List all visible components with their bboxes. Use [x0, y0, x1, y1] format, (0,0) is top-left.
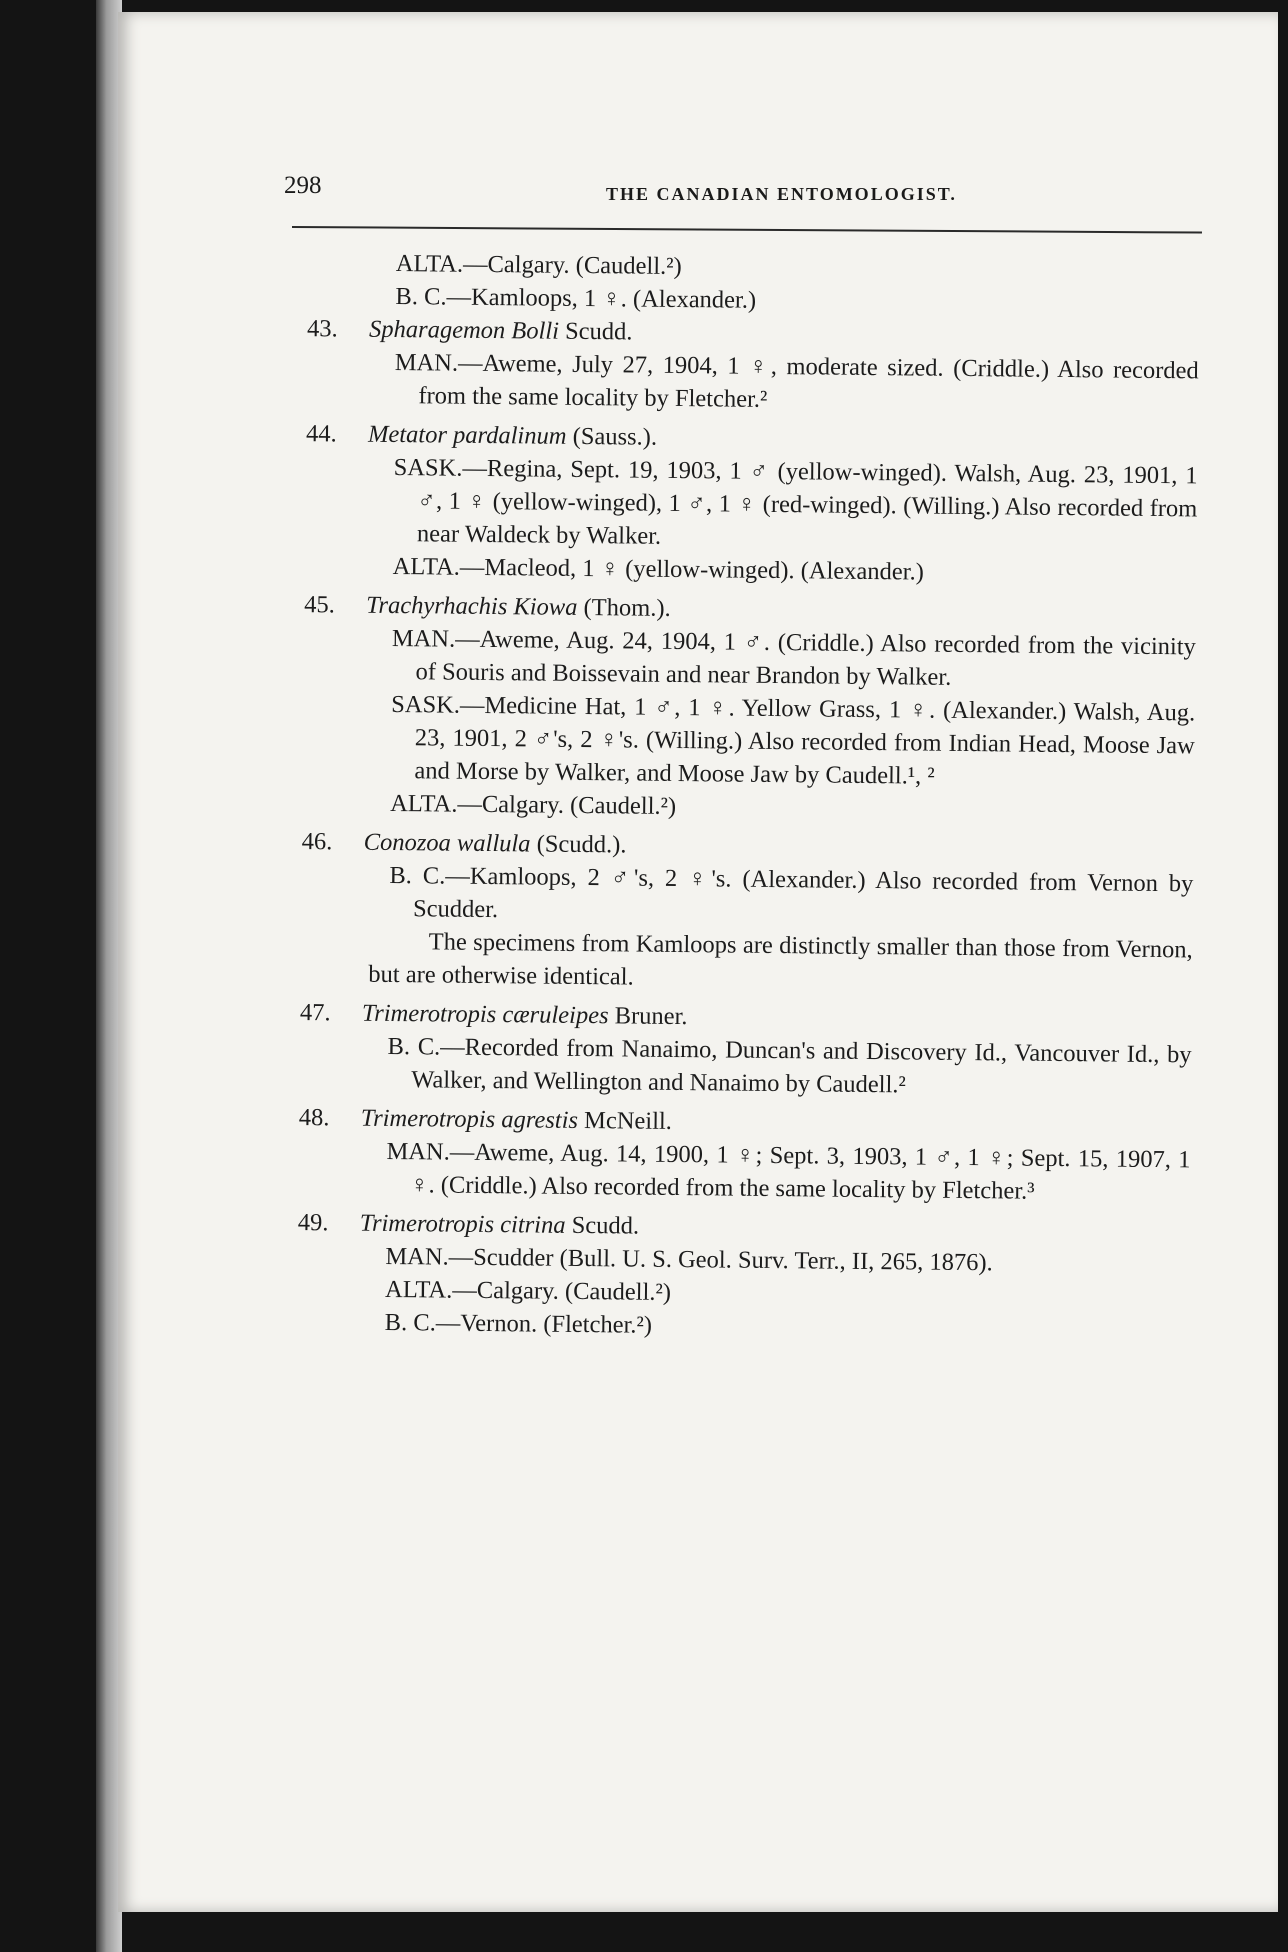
locality-record: MAN.—Aweme, Aug. 24, 1904, 1 ♂. (Criddle.) Also recorded from the vicinity of Souris and Boissevain and near Brandon by Walker. [391, 624, 1196, 691]
entry-number: 43. [306, 315, 338, 343]
species-author: McNeill. [577, 1106, 673, 1135]
species-name: Trimerotropis agrestis [360, 1104, 579, 1134]
record-line: B. C.—Kamloops, 1 ♀. (Alexander.) [395, 283, 757, 314]
entry-number: 49. [297, 1209, 329, 1237]
species-author: Scudd. [558, 317, 633, 346]
species-name: Spharagemon Bolli [368, 315, 560, 345]
locality-record: SASK.—Regina, Sept. 19, 1903, 1 ♂ (yellow-winged). Walsh, Aug. 23, 1901, 1 ♂, 1 ♀ (yellow-winged), 1 ♂, 1 ♀ (red-winged). (Willing.) Also recorded from near Waldeck by Walker. [393, 453, 1198, 550]
locality-record: SASK.—Medicine Hat, 1 ♂, 1 ♀. Yellow Grass, 1 ♀. (Alexander.) Walsh, Aug. 23, 1901, 2 ♂'s, 2 ♀'s. (Willing.) Also recorded from Indian Head, Moose Jaw and Morse by Walker, and Moose Jaw by Caudell.¹, ² [391, 690, 1196, 790]
species-entry-48 [290, 1101, 1191, 1209]
entry-number: 44. [305, 420, 337, 448]
species-author: (Sauss.). [566, 422, 658, 451]
species-name: Trimerotropis cæruleipes [361, 999, 609, 1030]
species-entry-44 [296, 417, 1198, 591]
species-entry-49 [289, 1206, 1190, 1347]
species-entry-43 [298, 312, 1199, 420]
species-name: Conozoa wallula [363, 828, 531, 858]
locality-record: B. C.—Recorded from Nanaimo, Duncan's and Discovery Id., Vancouver Id., by Walker, and Wellington and Nanaimo by Caudell.² [387, 1032, 1192, 1099]
page-number: 298 [284, 172, 322, 199]
locality-record: MAN.—Aweme, Aug. 14, 1900, 1 ♀; Sept. 3, 1903, 1 ♂, 1 ♀; Sept. 15, 1907, 1 ♀. (Criddle.) Also recorded from the same locality by Fletcher.³ [386, 1137, 1191, 1205]
page-body [289, 246, 1200, 1353]
running-title: THE CANADIAN ENTOMOLOGIST. [606, 184, 957, 204]
locality-record: ALTA.—Macleod, 1 ♀ (yellow-winged). (Alexander.) [392, 552, 924, 586]
page-header [166, 172, 1206, 222]
locality-record: B. C.—Vernon. (Fletcher.²) [384, 1308, 653, 1339]
species-author: Bruner. [608, 1002, 688, 1031]
species-author: (Scudd.). [530, 830, 627, 859]
species-entry-46 [292, 825, 1194, 999]
species-author: (Thom.). [577, 593, 671, 622]
record-line: ALTA.—Calgary. (Caudell.²) [395, 250, 682, 280]
locality-record: ALTA.—Calgary. (Caudell.²) [384, 1275, 672, 1306]
species-author: Scudd. [565, 1211, 640, 1240]
entry-number: 47. [299, 999, 331, 1027]
species-name: Trachyrhachis Kiowa [366, 591, 578, 621]
entry-number: 45. [304, 591, 336, 619]
species-name: Metator pardalinum [367, 420, 567, 450]
locality-record: ALTA.—Calgary. (Caudell.²) [390, 789, 677, 820]
locality-record: MAN.—Aweme, July 27, 1904, 1 ♀, moderate sized. (Criddle.) Also recorded from the same locality by Fletcher.² [394, 348, 1199, 413]
species-name: Trimerotropis citrina [359, 1209, 566, 1239]
species-entry-45 [294, 588, 1196, 828]
species-entry-47 [291, 996, 1192, 1104]
locality-record: B. C.—Kamloops, 2 ♂'s, 2 ♀'s. (Alexander.) Also recorded from Vernon by Scudder. [389, 861, 1194, 924]
entry-number: 48. [298, 1104, 330, 1132]
entry-note: The specimens from Kamloops are distinctly smaller than those from Vernon, but are otherwise identical. [368, 928, 1193, 991]
locality-record: MAN.—Scudder (Bull. U. S. Geol. Surv. Terr., II, 265, 1876). [385, 1242, 993, 1277]
entry-number: 46. [301, 828, 333, 856]
